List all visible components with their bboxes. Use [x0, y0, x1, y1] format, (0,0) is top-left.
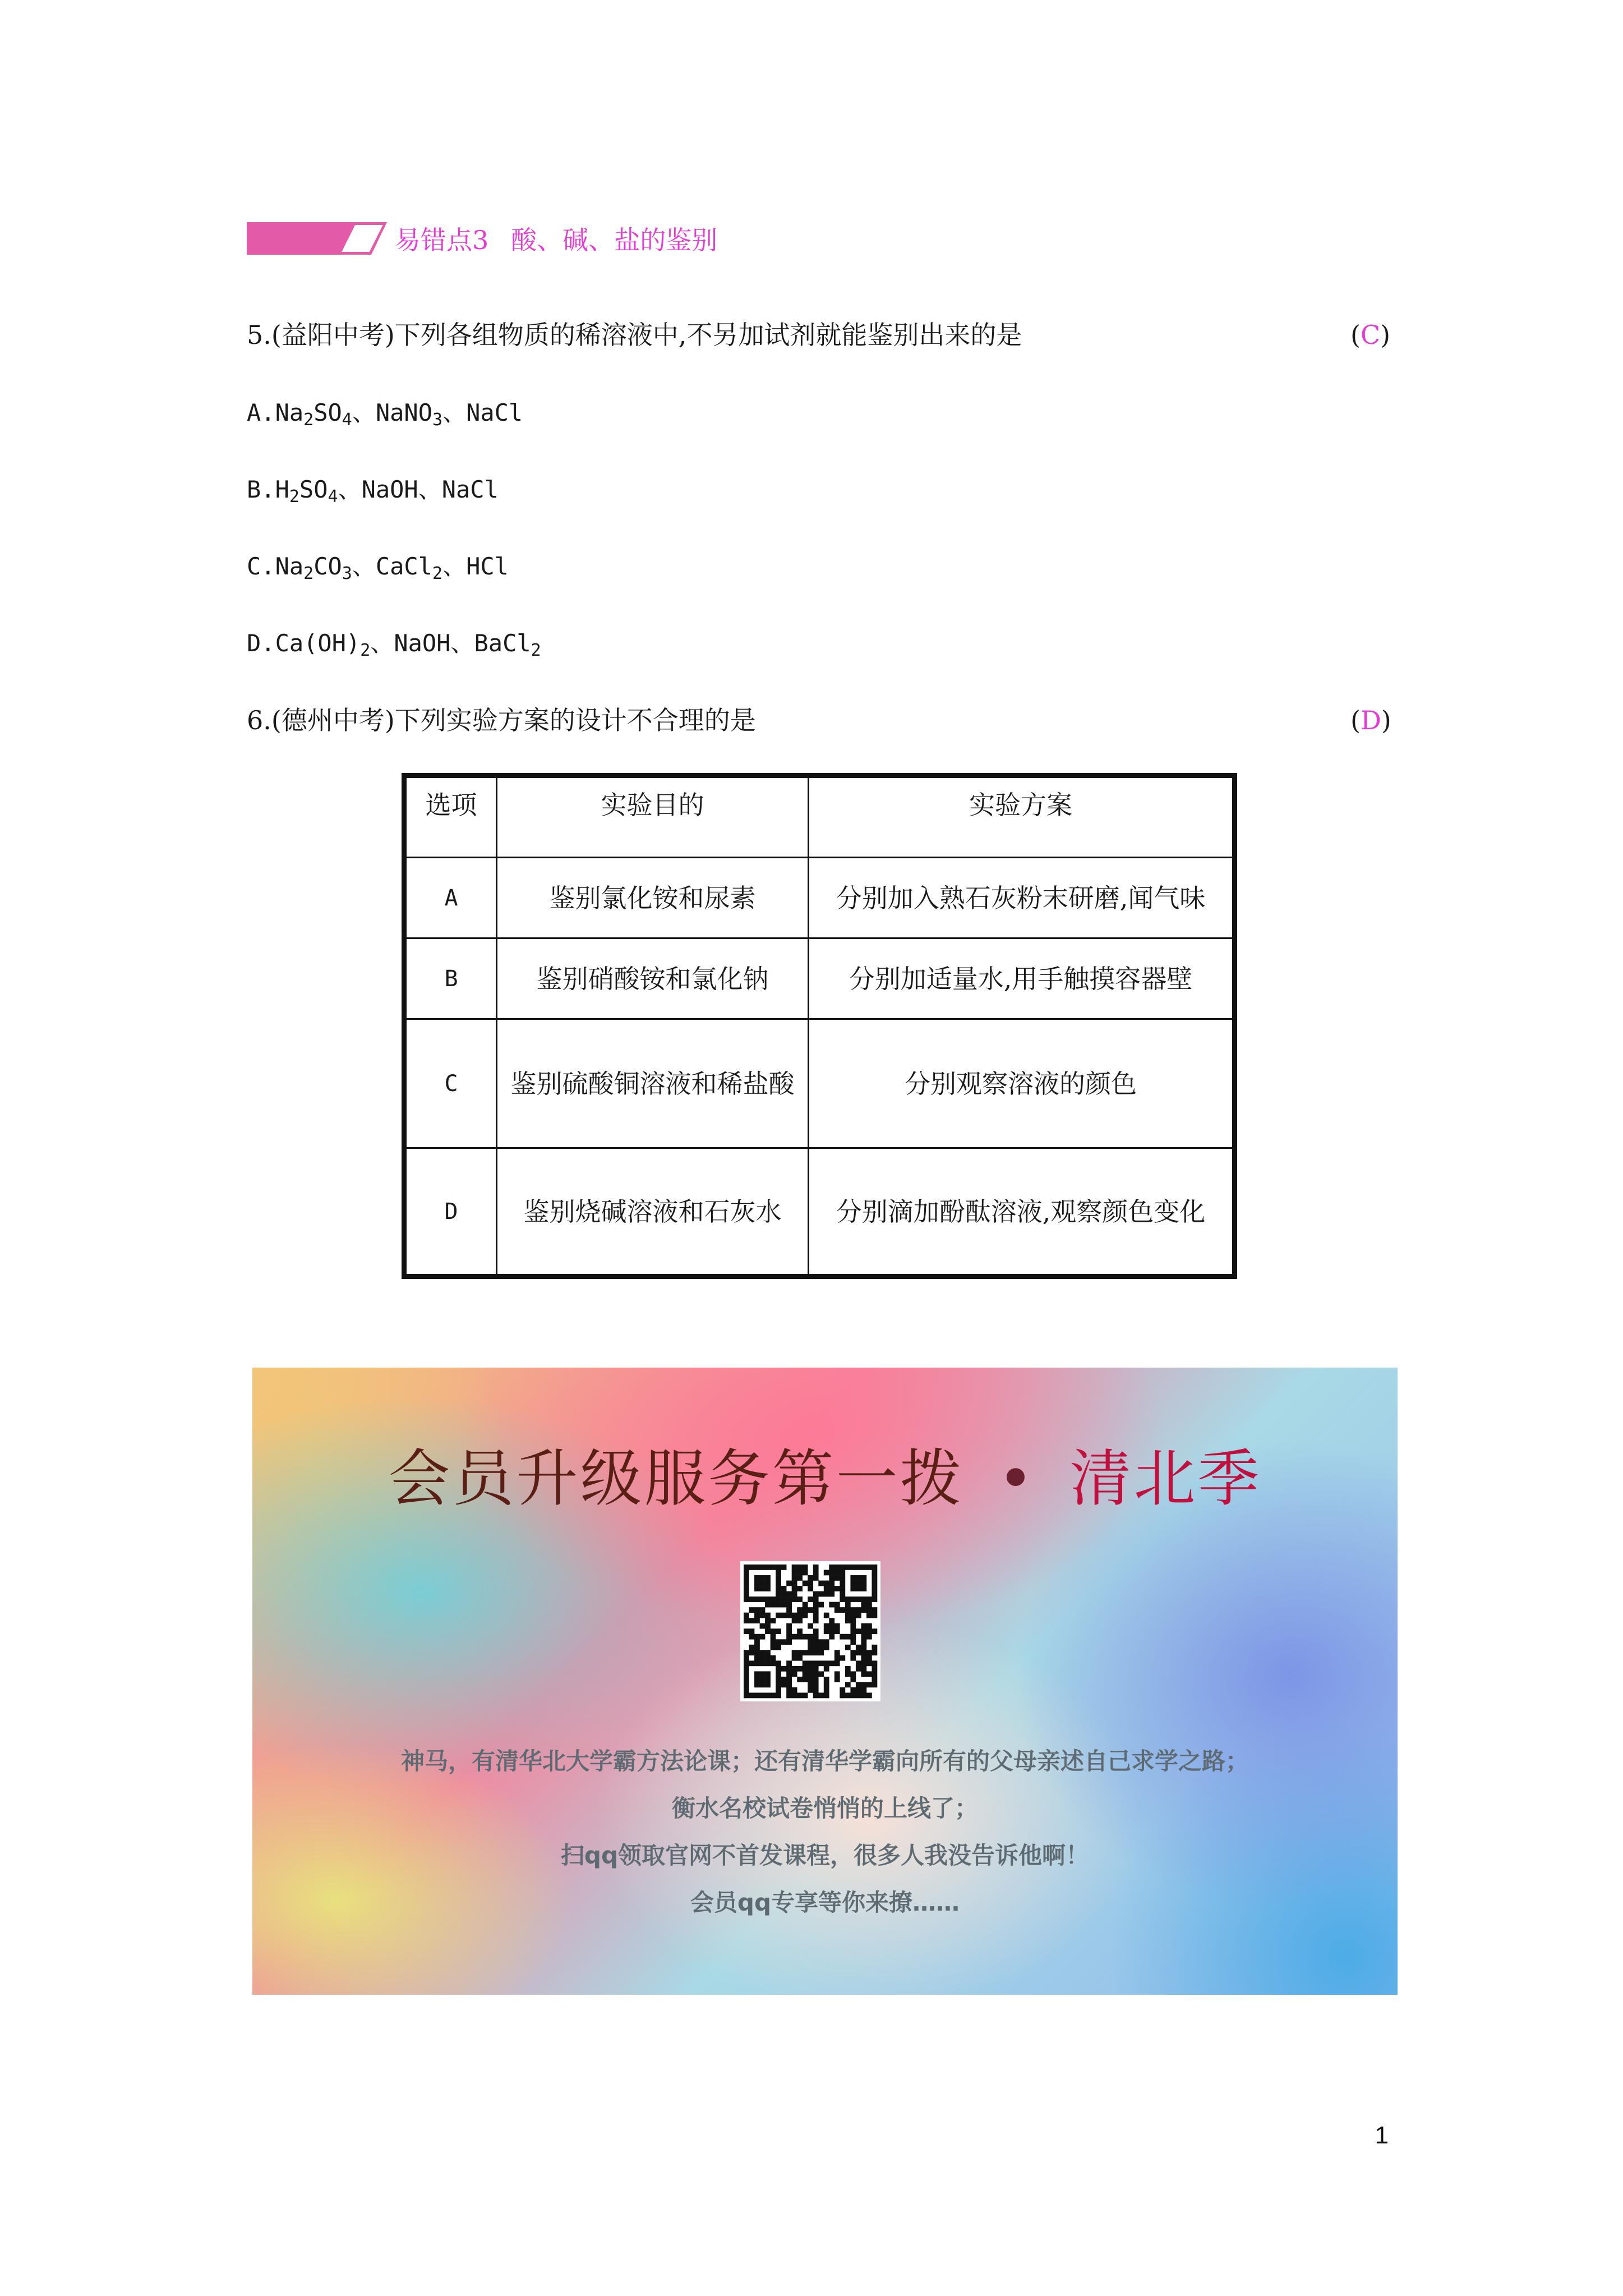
- section-header: [247, 219, 717, 258]
- question-5-answer: (C): [1350, 320, 1391, 350]
- option-a: $A.Na_2SO_4$、NaNO$_3$、NaCl: [247, 399, 523, 430]
- table-row: A 鉴别氯化铵和尿素 分别加入熟石灰粉末研磨,闻气味: [407, 858, 1232, 939]
- header-option: 选项: [407, 778, 497, 857]
- question-6-answer: (D): [1350, 705, 1391, 735]
- table-row: D 鉴别烧碱溶液和石灰水 分别滴加酚酞溶液,观察颜色变化: [407, 1149, 1232, 1274]
- header-purpose: 实验目的: [497, 778, 809, 857]
- experiment-table: [402, 773, 1237, 1279]
- banner-line: 衡水名校试卷悄悄的上线了；: [671, 1795, 978, 1822]
- answer-letter: C: [1360, 320, 1381, 350]
- option-d: $D.Ca(OH)_2$、NaOH、BaCl$_2$: [247, 629, 541, 660]
- header-plan: 实验方案: [969, 790, 1072, 820]
- option-c: $C.Na_2CO_3$、CaCl$_2$、HCl: [247, 553, 509, 583]
- banner-line: 扫qq领取官网不首发课程，很多人我没告诉他啊！: [560, 1842, 1090, 1869]
- table-row: C 鉴别硫酸铜溶液和稀盐酸 分别观察溶液的颜色: [407, 1020, 1232, 1149]
- banner-line: 会员qq专享等你来撩……: [690, 1889, 960, 1916]
- question-5-stem: 5.(益阳中考)下列各组物质的稀溶液中,不另加试剂就能鉴别出来的是: [247, 320, 1022, 350]
- table-row: B 鉴别硝酸铵和氯化钠 分别加适量水,用手触摸容器壁: [407, 939, 1232, 1020]
- table-header-row: [407, 778, 1232, 858]
- section-title: [395, 220, 717, 257]
- banner-line: 神马，有清华北大学霸方法论课；还有清华学霸向所有的父母亲述自己求学之路；: [400, 1747, 1249, 1775]
- section-title-text: 酸、碱、盐的鉴别: [511, 225, 718, 255]
- option-b: $B.H_2SO_4$、NaOH、NaCl: [247, 476, 499, 507]
- qr-code[interactable]: [740, 1561, 880, 1701]
- promo-banner: [252, 1368, 1398, 1995]
- question-6-stem: 6.(德州中考)下列实验方案的设计不合理的是: [247, 705, 756, 735]
- banner-title: 会员升级服务第一拨 • 清北季: [388, 1443, 1262, 1515]
- answer-letter: D: [1360, 705, 1381, 735]
- page-number: 1: [1375, 2122, 1389, 2149]
- banner-text: [252, 1738, 1398, 1926]
- section-label: 易错点3: [395, 225, 489, 255]
- section-bar-decoration: [247, 222, 387, 255]
